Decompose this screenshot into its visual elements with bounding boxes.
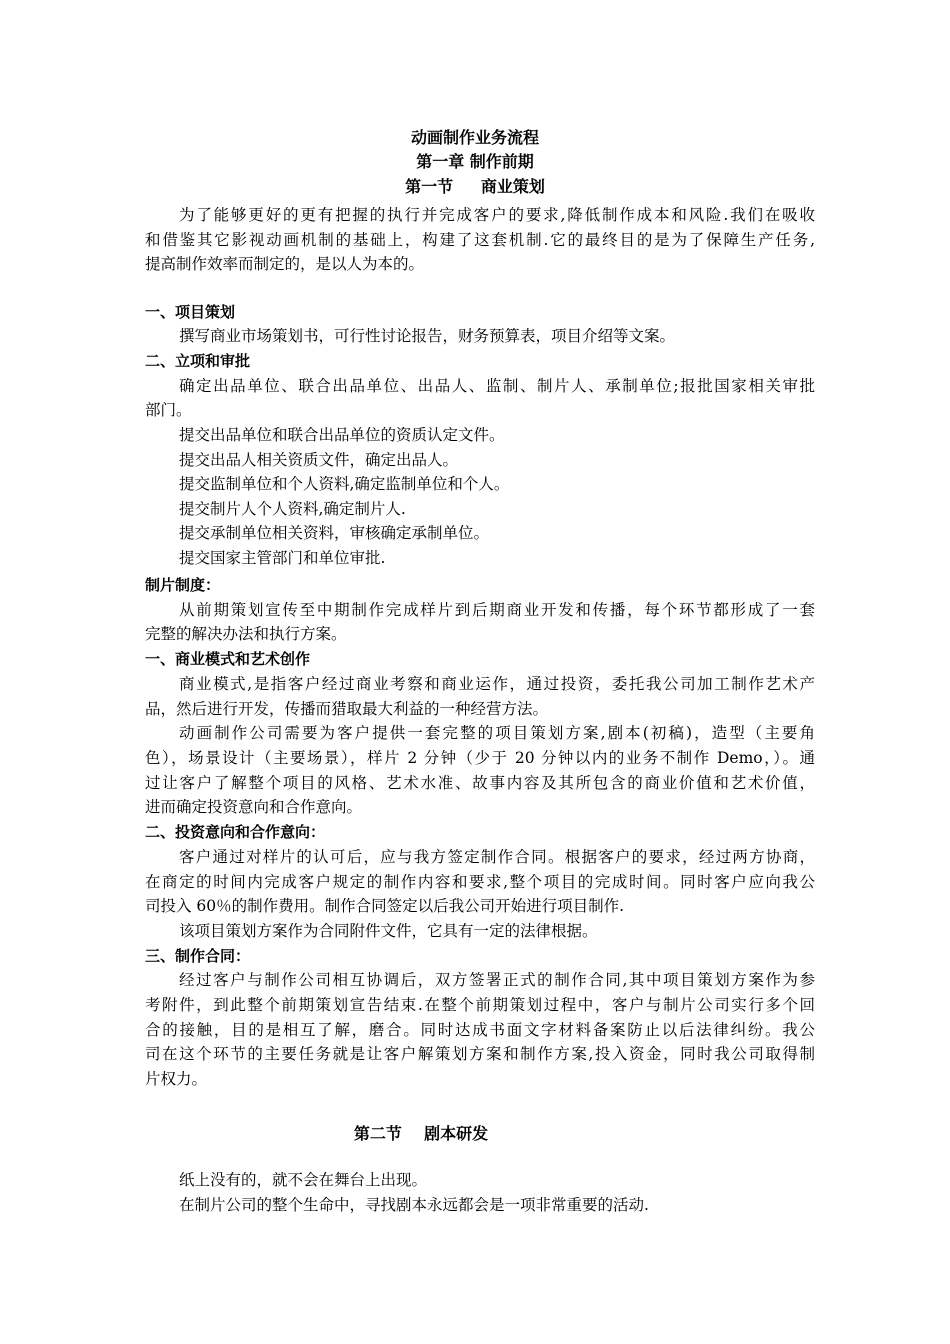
intro-line-3: 提高制作效率而制定的，是以人为本的。 — [145, 255, 425, 273]
intro-line-1: 为了能够更好的更有把握的执行并完成客户的要求,降低制作成本和风险.我们在吸收 — [179, 206, 815, 224]
section-heading-2: 第二节 剧本研发 — [353, 1124, 489, 1143]
paragraph-project-planning: 撰写商业市场策划书，可行性讨论报告，财务预算表，项目介绍等文案。 — [179, 327, 676, 345]
approval-item: 提交国家主管部门和单位审批. — [179, 549, 386, 567]
script-line-1: 纸上没有的，就不会在舞台上出现。 — [179, 1171, 428, 1189]
invest-line-2: 在商定的时间内完成客户规定的制作内容和要求,整个项目的完成时间。同时客户应向我公 — [145, 873, 815, 891]
script-line-2: 在制片公司的整个生命中，寻找剧本永远都会是一项非常重要的活动. — [179, 1196, 649, 1214]
heading-business-model: 一、商业模式和艺术创作 — [145, 650, 311, 668]
intro-line-2: 和借鉴其它影视动画机制的基础上，构建了这套机制.它的最终目的是为了保障生产任务, — [145, 231, 815, 249]
approval-line-2: 部门。 — [145, 401, 192, 419]
system-line-1: 从前期策划宣传至中期制作完成样片到后期商业开发和传播，每个环节都形成了一套 — [179, 601, 815, 619]
approval-item: 提交制片人个人资料,确定制片人. — [179, 500, 406, 518]
contract-line-5: 片权力。 — [145, 1070, 208, 1088]
approval-item: 提交出品单位和联合出品单位的资质认定文件。 — [179, 426, 505, 444]
contract-line-3: 合的接触，目的是相互了解，磨合。同时达成书面文字材料备案防止以后法律纠纷。我公 — [145, 1021, 815, 1039]
heading-production-contract: 三、制作合同： — [145, 947, 251, 965]
invest-line-1: 客户通过对样片的认可后，应与我方签定制作合同。根据客户的要求，经过两方协商， — [179, 848, 815, 866]
contract-line-2: 考附件，到此整个前期策划宣告结束.在整个前期策划过程中，客户与制片公司实行多个回 — [145, 996, 815, 1014]
invest-line-3: 司投入 60％的制作费用。制作合同签定以后我公司开始进行项目制作. — [145, 897, 625, 915]
document-title: 动画制作业务流程 — [410, 128, 539, 147]
approval-line-1: 确定出品单位、联合出品单位、出品人、监制、制片人、承制单位;报批国家相关审批 — [179, 377, 815, 395]
contract-line-4: 司在这个环节的主要任务就是让客户解策划方案和制作方案,投入资金，同时我公司取得制 — [145, 1045, 815, 1063]
approval-item: 提交监制单位和个人资料,确定监制单位和个人。 — [179, 475, 510, 493]
heading-investment-intent: 二、投资意向和合作意向： — [145, 823, 326, 841]
model2-line-4: 进而确定投资意向和合作意向。 — [145, 798, 363, 816]
system-line-2: 完整的解决办法和执行方案。 — [145, 625, 347, 643]
model2-line-1: 动画制作公司需要为客户提供一套完整的项目策划方案,剧本(初稿)，造型（主要角 — [179, 724, 815, 742]
contract-line-1: 经过客户与制作公司相互协调后，双方签署正式的制作合同,其中项目策划方案作为参 — [179, 971, 815, 989]
invest-note: 该项目策划方案作为合同附件文件，它具有一定的法律根据。 — [179, 922, 598, 940]
approval-item: 提交出品人相关资质文件，确定出品人。 — [179, 451, 459, 469]
heading-production-system: 制片制度： — [145, 576, 221, 594]
model-line-1: 商业模式,是指客户经过商业考察和商业运作，通过投资，委托我公司加工制作艺术产 — [179, 675, 815, 693]
model2-line-2: 色），场景设计（主要场景），样片 2 分钟（少于 20 分钟以内的业务不制作 Demo，）。通 — [145, 749, 815, 767]
heading-project-planning: 一、项目策划 — [145, 303, 236, 321]
model2-line-3: 过让客户了解整个项目的风格、艺术水准、故事内容及其所包含的商业价值和艺术价值， — [145, 774, 815, 792]
section-heading-1: 第一节 商业策划 — [405, 177, 545, 196]
chapter-heading: 第一章 制作前期 — [416, 152, 534, 171]
approval-item: 提交承制单位相关资料，审核确定承制单位。 — [179, 524, 490, 542]
heading-approval: 二、立项和审批 — [145, 352, 251, 370]
model-line-2: 品，然后进行开发，传播而猎取最大利益的一种经营方法。 — [145, 700, 549, 718]
